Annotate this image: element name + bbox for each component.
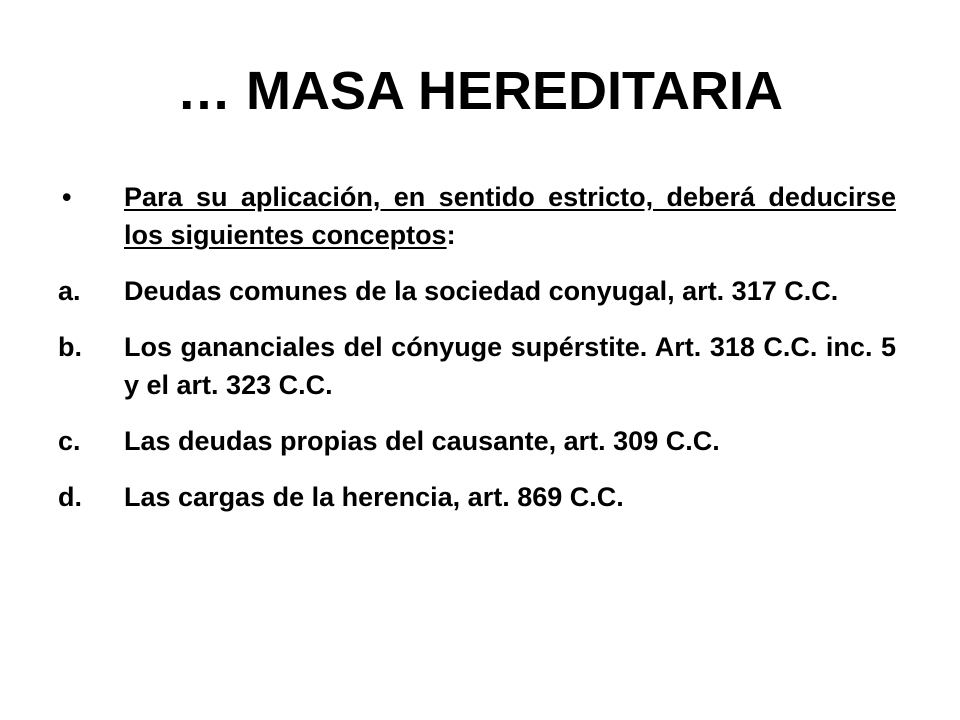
list-text-a: Deudas comunes de la sociedad conyugal, art. 317 C.C.	[124, 276, 839, 306]
bullet-marker: •	[62, 182, 72, 212]
intro-bullet-item	[58, 178, 896, 254]
list-item-d	[58, 478, 896, 516]
list-item-b	[58, 328, 896, 404]
list-marker-a: a.	[58, 276, 81, 306]
list-marker-c: c.	[58, 426, 81, 456]
list-item-a	[58, 272, 896, 310]
intro-text-suffix: :	[446, 220, 456, 250]
slide-content	[58, 178, 896, 534]
list-text-b: Los gananciales del cónyuge supérstite. Art. 318 C.C. inc. 5 y el art. 323 C.C.	[124, 332, 896, 400]
slide-title: … MASA HEREDITARIA	[177, 61, 783, 121]
list-marker-d: d.	[58, 482, 82, 512]
list-marker-b: b.	[58, 332, 82, 362]
intro-text-underlined: Para su aplicación, en sentido estricto, deberá deducirse los siguientes conceptos	[124, 182, 896, 250]
list-item-c	[58, 422, 896, 460]
intro-text	[124, 178, 896, 254]
list-text-d: Las cargas de la herencia, art. 869 C.C.	[124, 482, 624, 512]
list-text-c: Las deudas propias del causante, art. 309 C.C.	[124, 426, 720, 456]
